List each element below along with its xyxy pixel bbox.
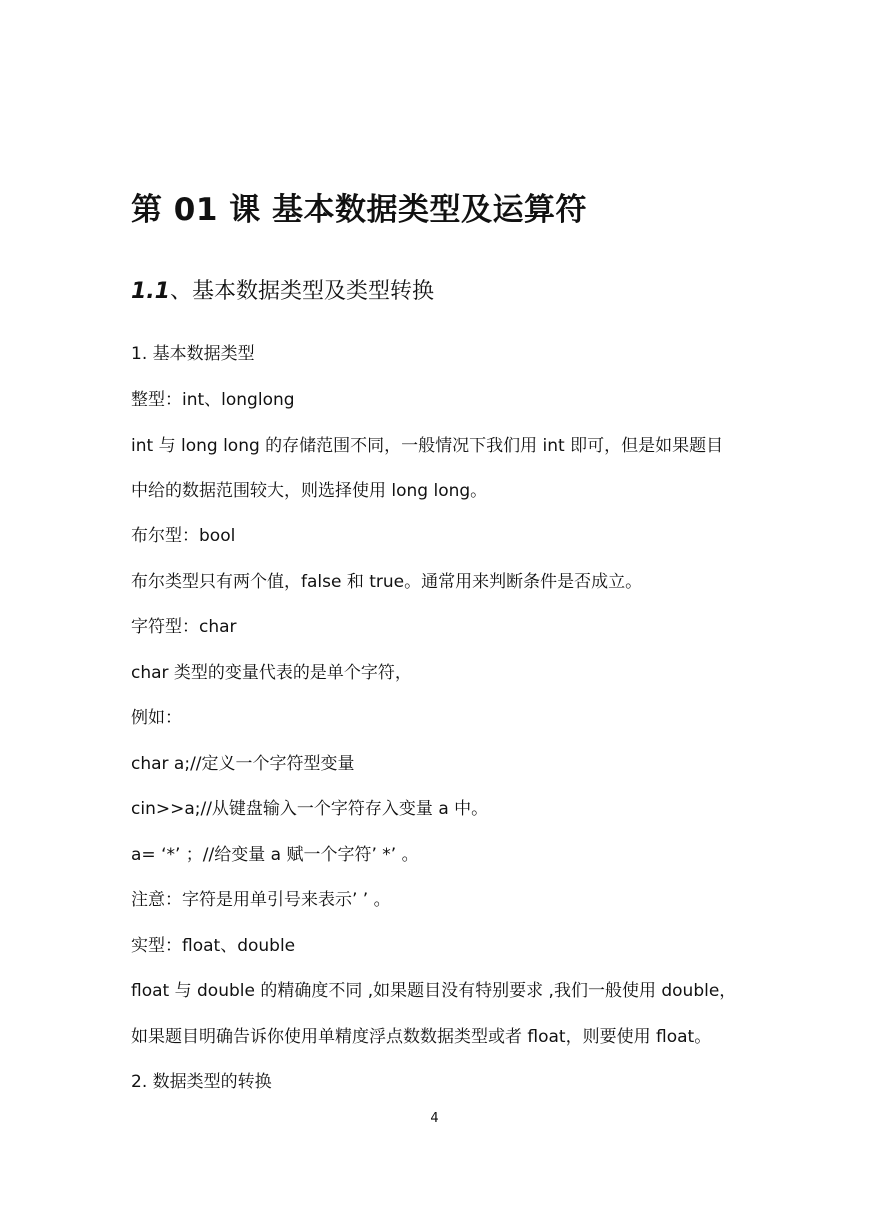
code-line: cin>>a;//从键盘输入一个字符存入变量 a 中。 xyxy=(131,799,489,819)
page-number: 4 xyxy=(430,1111,439,1126)
paragraph-line: float 与 double 的精确度不同 ,如果题目没有特别要求 ,我们一般使用 double， xyxy=(131,981,737,1001)
paragraph-line: 整型：int、longlong xyxy=(131,390,295,410)
paragraph-line: char 类型的变量代表的是单个字符， xyxy=(131,663,412,683)
paragraph-line: 布尔类型只有两个值，false 和 true。通常用来判断条件是否成立。 xyxy=(131,572,643,592)
paragraph-line: 注意：字符是用单引号来表示’ ’ 。 xyxy=(131,890,391,910)
paragraph-line: 2. 数据类型的转换 xyxy=(131,1072,272,1092)
paragraph-line: 布尔型：bool xyxy=(131,526,236,546)
section-number: 1.1 xyxy=(131,279,170,304)
paragraph-line: 中给的数据范围较大，则选择使用 long long。 xyxy=(131,481,488,501)
code-line: a= ‘*’ ；//给变量 a 赋一个字符’ *’ 。 xyxy=(131,845,419,865)
paragraph-line: 实型：float、double xyxy=(131,936,296,956)
lesson-title: 第 01 课 基本数据类型及运算符 xyxy=(131,192,588,228)
section-heading xyxy=(131,276,434,308)
paragraph-line: 1. 基本数据类型 xyxy=(131,344,255,364)
paragraph-line: int 与 long long 的存储范围不同，一般情况下我们用 int 即可，但是如果题目 xyxy=(131,436,724,456)
section-heading-text: 、基本数据类型及类型转换 xyxy=(169,279,434,304)
paragraph-line: 字符型：char xyxy=(131,617,237,637)
paragraph-line: 例如： xyxy=(131,708,182,728)
paragraph-line: 如果题目明确告诉你使用单精度浮点数数据类型或者 float，则要使用 float。 xyxy=(131,1027,712,1047)
code-line: char a;//定义一个字符型变量 xyxy=(131,754,355,774)
